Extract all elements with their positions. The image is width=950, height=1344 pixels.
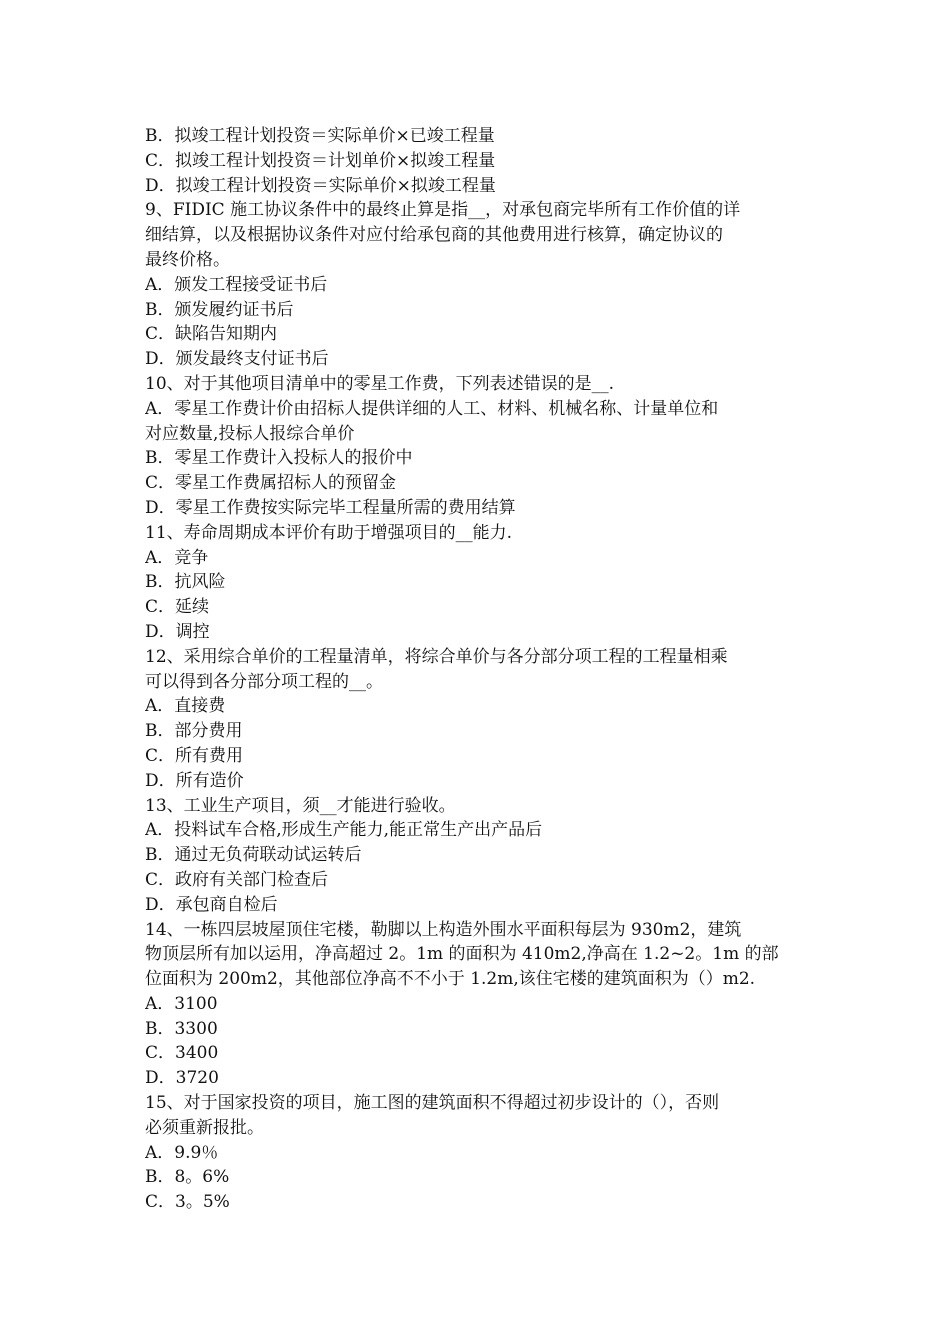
- option-text: C．政府有关部门检查后: [145, 869, 329, 890]
- option-text: B．3300: [145, 1018, 218, 1039]
- question-text: 14、一栋四层坡屋顶住宅楼，勒脚以上构造外围水平面积每层为 930m2，建筑: [145, 919, 742, 940]
- question-text: 12、采用综合单价的工程量清单，将综合单价与各分部分项工程的工程量相乘: [145, 646, 728, 667]
- question-text: 10、对于其他项目清单中的零星工作费，下列表述错误的是__.: [145, 373, 615, 394]
- option-text: C．缺陷告知期内: [145, 324, 278, 345]
- option-text: A．9.9％: [145, 1142, 219, 1163]
- option-text: A．颁发工程接受证书后: [145, 274, 328, 295]
- question-text: 15、对于国家投资的项目，施工图的建筑面积不得超过初步设计的（），否则: [145, 1093, 720, 1114]
- option-text: A．3100: [145, 993, 218, 1014]
- option-text: B．零星工作费计入投标人的报价中: [145, 448, 413, 469]
- question-text: 最终价格。: [145, 249, 230, 270]
- option-text: B．通过无负荷联动试运转后: [145, 845, 362, 866]
- question-text: 必须重新报批。: [145, 1117, 264, 1138]
- question-text: 11、寿命周期成本评价有助于增强项目的__能力.: [145, 522, 513, 543]
- question-text: 位面积为 200m2，其他部位净高不不小于 1.2m,该住宅楼的建筑面积为（）m2.: [145, 969, 756, 990]
- option-text: B．抗风险: [145, 572, 226, 593]
- question-text: 物顶层所有加以运用，净高超过 2。1m 的面积为 410m2,净高在 1.2~2。1m 的部: [145, 944, 779, 965]
- option-text: A．直接费: [145, 696, 226, 717]
- text-line: C．拟竣工程计划投资＝计划单价×拟竣工程量: [145, 150, 496, 171]
- option-text: D．承包商自检后: [145, 894, 278, 915]
- option-text: C．所有费用: [145, 745, 244, 766]
- option-text: D．调控: [145, 621, 210, 642]
- option-text: A．投料试车合格,形成生产能力,能正常生产出产品后: [145, 820, 543, 841]
- question-text: 13、工业生产项目，须__才能进行验收。: [145, 795, 456, 816]
- question-text: 可以得到各分部分项工程的__。: [145, 671, 383, 692]
- option-text: D．3720: [145, 1068, 219, 1089]
- option-text: 对应数量,投标人报综合单价: [145, 423, 355, 444]
- text-line: D．拟竣工程计划投资＝实际单价×拟竣工程量: [145, 175, 496, 196]
- option-text: B．8。6%: [145, 1167, 230, 1188]
- option-text: B．部分费用: [145, 721, 243, 742]
- option-text: A．零星工作费计价由招标人提供详细的人工、材料、机械名称、计量单位和: [145, 398, 719, 419]
- text-line: B．拟竣工程计划投资＝实际单价×已竣工程量: [145, 126, 495, 146]
- option-text: B．颁发履约证书后: [145, 299, 294, 320]
- question-text: 9、FIDIC 施工协议条件中的最终止算是指__，对承包商完毕所有工作价值的详: [145, 200, 741, 221]
- option-text: C．延续: [145, 597, 210, 618]
- option-text: A．竞争: [145, 547, 209, 568]
- question-text: 细结算，以及根据协议条件对应付给承包商的其他费用进行核算，确定协议的: [145, 225, 723, 246]
- option-text: D．零星工作费按实际完毕工程量所需的费用结算: [145, 497, 516, 518]
- option-text: D．颁发最终支付证书后: [145, 349, 329, 370]
- option-text: C．3400: [145, 1043, 219, 1064]
- option-text: D．所有造价: [145, 770, 244, 791]
- option-text: C．零星工作费属招标人的预留金: [145, 473, 397, 494]
- document-page: [145, 124, 810, 1215]
- option-text: C．3。5%: [145, 1192, 230, 1213]
